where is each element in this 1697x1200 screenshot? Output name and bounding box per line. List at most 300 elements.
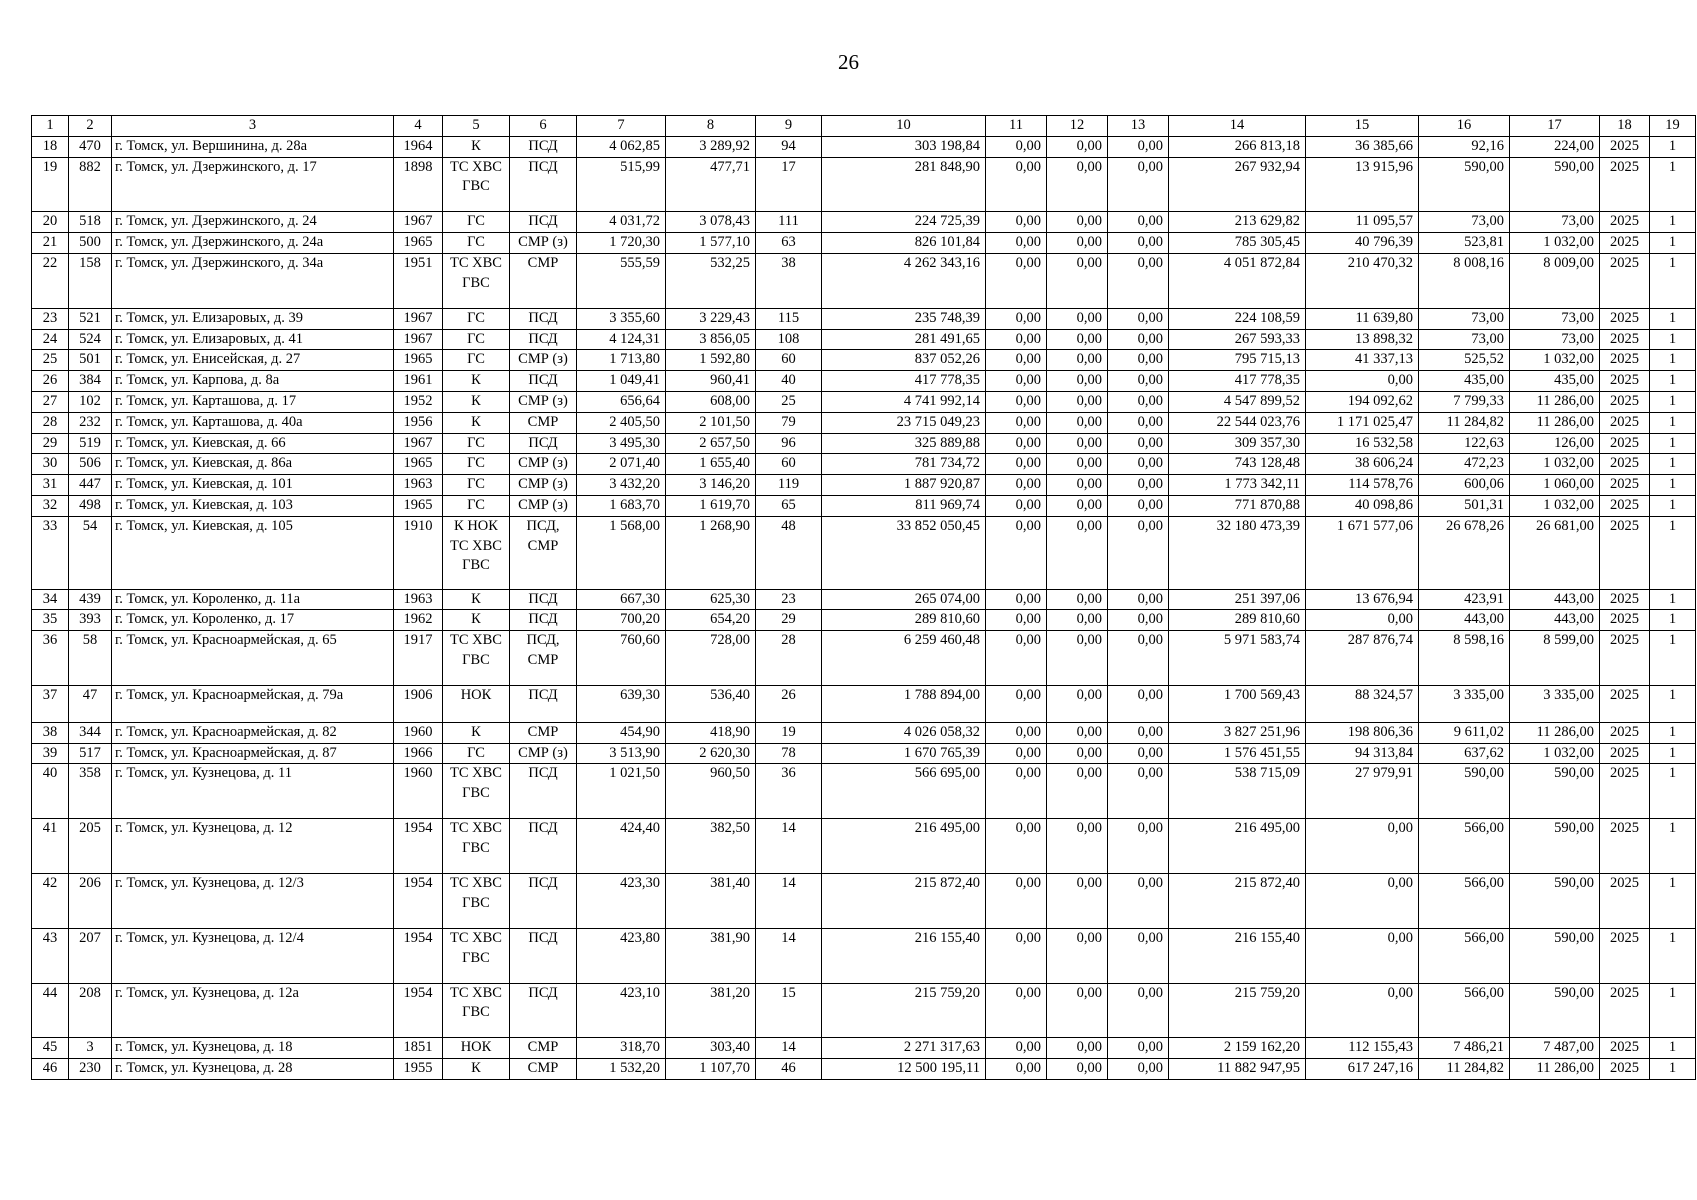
col-8-cell: 960,50 <box>666 764 756 819</box>
col-9-cell: 48 <box>756 516 822 589</box>
row-number-cell: 39 <box>32 743 69 764</box>
work-type-cell: ПСД <box>510 764 577 819</box>
work-type-cell: СМР <box>510 1038 577 1059</box>
address-cell: г. Томск, ул. Красноармейская, д. 87 <box>112 743 394 764</box>
id-cell: 506 <box>69 454 112 475</box>
col-12-cell: 0,00 <box>1047 391 1108 412</box>
column-header: 4 <box>394 116 443 137</box>
year-plan-cell: 2025 <box>1600 212 1650 233</box>
systems-cell: ТС ХВС ГВС <box>443 631 510 686</box>
col-13-cell: 0,00 <box>1108 454 1169 475</box>
col-12-cell: 0,00 <box>1047 371 1108 392</box>
col-11-cell: 0,00 <box>986 371 1047 392</box>
col-19-cell: 1 <box>1650 610 1696 631</box>
address-cell: г. Томск, ул. Короленко, д. 11а <box>112 589 394 610</box>
column-header: 3 <box>112 116 394 137</box>
col-15-cell: 1 671 577,06 <box>1306 516 1419 589</box>
col-15-cell: 36 385,66 <box>1306 136 1419 157</box>
col-16-cell: 523,81 <box>1419 233 1510 254</box>
col-15-cell: 11 095,57 <box>1306 212 1419 233</box>
col-14-cell: 1 700 569,43 <box>1169 686 1306 723</box>
systems-cell: ТС ХВС ГВС <box>443 873 510 928</box>
column-header: 15 <box>1306 116 1419 137</box>
year-cell: 1960 <box>394 722 443 743</box>
work-type-cell: ПСД <box>510 371 577 392</box>
col-15-cell: 0,00 <box>1306 610 1419 631</box>
col-13-cell: 0,00 <box>1108 433 1169 454</box>
col-10-cell: 224 725,39 <box>822 212 986 233</box>
id-cell: 519 <box>69 433 112 454</box>
column-header: 2 <box>69 116 112 137</box>
col-17-cell: 11 286,00 <box>1510 391 1600 412</box>
row-number-cell: 22 <box>32 253 69 308</box>
col-9-cell: 78 <box>756 743 822 764</box>
id-cell: 206 <box>69 873 112 928</box>
col-17-cell: 590,00 <box>1510 928 1600 983</box>
col-16-cell: 9 611,02 <box>1419 722 1510 743</box>
col-14-cell: 22 544 023,76 <box>1169 412 1306 433</box>
col-9-cell: 23 <box>756 589 822 610</box>
row-number-cell: 20 <box>32 212 69 233</box>
col-13-cell: 0,00 <box>1108 391 1169 412</box>
col-7-cell: 4 124,31 <box>577 329 666 350</box>
address-cell: г. Томск, ул. Красноармейская, д. 79а <box>112 686 394 723</box>
year-plan-cell: 2025 <box>1600 1038 1650 1059</box>
col-17-cell: 590,00 <box>1510 873 1600 928</box>
col-17-cell: 7 487,00 <box>1510 1038 1600 1059</box>
year-cell: 1962 <box>394 610 443 631</box>
col-12-cell: 0,00 <box>1047 1059 1108 1080</box>
col-7-cell: 424,40 <box>577 819 666 874</box>
col-10-cell: 1 670 765,39 <box>822 743 986 764</box>
col-8-cell: 625,30 <box>666 589 756 610</box>
systems-cell: ТС ХВС ГВС <box>443 253 510 308</box>
table-row <box>32 1059 1696 1080</box>
column-header: 1 <box>32 116 69 137</box>
year-cell: 1961 <box>394 371 443 392</box>
row-number-cell: 24 <box>32 329 69 350</box>
header-row <box>32 116 1696 137</box>
id-cell: 208 <box>69 983 112 1038</box>
col-16-cell: 7 799,33 <box>1419 391 1510 412</box>
table-row <box>32 308 1696 329</box>
col-11-cell: 0,00 <box>986 391 1047 412</box>
systems-cell: К <box>443 391 510 412</box>
table-row <box>32 1038 1696 1059</box>
table-row <box>32 873 1696 928</box>
col-17-cell: 11 286,00 <box>1510 1059 1600 1080</box>
col-13-cell: 0,00 <box>1108 873 1169 928</box>
col-19-cell: 1 <box>1650 589 1696 610</box>
col-19-cell: 1 <box>1650 308 1696 329</box>
col-12-cell: 0,00 <box>1047 212 1108 233</box>
col-14-cell: 4 051 872,84 <box>1169 253 1306 308</box>
row-number-cell: 40 <box>32 764 69 819</box>
col-15-cell: 0,00 <box>1306 873 1419 928</box>
col-12-cell: 0,00 <box>1047 631 1108 686</box>
address-cell: г. Томск, ул. Красноармейская, д. 65 <box>112 631 394 686</box>
col-11-cell: 0,00 <box>986 743 1047 764</box>
table-row <box>32 350 1696 371</box>
table-row <box>32 495 1696 516</box>
col-13-cell: 0,00 <box>1108 495 1169 516</box>
col-13-cell: 0,00 <box>1108 253 1169 308</box>
col-15-cell: 40 098,86 <box>1306 495 1419 516</box>
work-type-cell: ПСД, СМР <box>510 516 577 589</box>
col-15-cell: 1 171 025,47 <box>1306 412 1419 433</box>
col-13-cell: 0,00 <box>1108 212 1169 233</box>
year-cell: 1965 <box>394 495 443 516</box>
table-row <box>32 610 1696 631</box>
year-plan-cell: 2025 <box>1600 495 1650 516</box>
col-7-cell: 3 432,20 <box>577 475 666 496</box>
col-7-cell: 423,30 <box>577 873 666 928</box>
col-10-cell: 216 155,40 <box>822 928 986 983</box>
address-cell: г. Томск, ул. Дзержинского, д. 17 <box>112 157 394 212</box>
col-10-cell: 811 969,74 <box>822 495 986 516</box>
systems-cell: К <box>443 610 510 631</box>
col-9-cell: 36 <box>756 764 822 819</box>
col-13-cell: 0,00 <box>1108 722 1169 743</box>
col-13-cell: 0,00 <box>1108 589 1169 610</box>
col-14-cell: 251 397,06 <box>1169 589 1306 610</box>
year-plan-cell: 2025 <box>1600 350 1650 371</box>
address-cell: г. Томск, ул. Киевская, д. 105 <box>112 516 394 589</box>
row-number-cell: 26 <box>32 371 69 392</box>
table-row <box>32 589 1696 610</box>
id-cell: 470 <box>69 136 112 157</box>
col-12-cell: 0,00 <box>1047 722 1108 743</box>
col-11-cell: 0,00 <box>986 764 1047 819</box>
col-12-cell: 0,00 <box>1047 433 1108 454</box>
table-row <box>32 433 1696 454</box>
col-19-cell: 1 <box>1650 212 1696 233</box>
work-type-cell: СМР (з) <box>510 350 577 371</box>
address-cell: г. Томск, ул. Киевская, д. 101 <box>112 475 394 496</box>
col-14-cell: 5 971 583,74 <box>1169 631 1306 686</box>
col-13-cell: 0,00 <box>1108 983 1169 1038</box>
col-7-cell: 639,30 <box>577 686 666 723</box>
col-11-cell: 0,00 <box>986 1038 1047 1059</box>
address-cell: г. Томск, ул. Кузнецова, д. 28 <box>112 1059 394 1080</box>
col-11-cell: 0,00 <box>986 454 1047 475</box>
column-header: 11 <box>986 116 1047 137</box>
col-17-cell: 1 032,00 <box>1510 743 1600 764</box>
col-19-cell: 1 <box>1650 1059 1696 1080</box>
col-10-cell: 781 734,72 <box>822 454 986 475</box>
col-15-cell: 194 092,62 <box>1306 391 1419 412</box>
year-plan-cell: 2025 <box>1600 1059 1650 1080</box>
id-cell: 47 <box>69 686 112 723</box>
year-cell: 1851 <box>394 1038 443 1059</box>
table-row <box>32 686 1696 723</box>
col-12-cell: 0,00 <box>1047 743 1108 764</box>
col-10-cell: 826 101,84 <box>822 233 986 254</box>
col-19-cell: 1 <box>1650 686 1696 723</box>
column-header: 7 <box>577 116 666 137</box>
col-14-cell: 743 128,48 <box>1169 454 1306 475</box>
col-11-cell: 0,00 <box>986 212 1047 233</box>
col-16-cell: 435,00 <box>1419 371 1510 392</box>
col-13-cell: 0,00 <box>1108 329 1169 350</box>
table-row <box>32 819 1696 874</box>
col-10-cell: 265 074,00 <box>822 589 986 610</box>
col-17-cell: 11 286,00 <box>1510 412 1600 433</box>
col-10-cell: 216 495,00 <box>822 819 986 874</box>
col-8-cell: 381,40 <box>666 873 756 928</box>
col-15-cell: 287 876,74 <box>1306 631 1419 686</box>
systems-cell: ГС <box>443 433 510 454</box>
year-cell: 1954 <box>394 873 443 928</box>
col-15-cell: 88 324,57 <box>1306 686 1419 723</box>
year-cell: 1963 <box>394 589 443 610</box>
year-plan-cell: 2025 <box>1600 819 1650 874</box>
col-12-cell: 0,00 <box>1047 610 1108 631</box>
address-cell: г. Томск, ул. Киевская, д. 86а <box>112 454 394 475</box>
col-17-cell: 443,00 <box>1510 610 1600 631</box>
col-8-cell: 381,20 <box>666 983 756 1038</box>
work-type-cell: СМР <box>510 412 577 433</box>
col-7-cell: 1 021,50 <box>577 764 666 819</box>
col-14-cell: 216 495,00 <box>1169 819 1306 874</box>
row-number-cell: 44 <box>32 983 69 1038</box>
systems-cell: ТС ХВС ГВС <box>443 819 510 874</box>
col-16-cell: 566,00 <box>1419 819 1510 874</box>
col-8-cell: 477,71 <box>666 157 756 212</box>
col-12-cell: 0,00 <box>1047 516 1108 589</box>
table-row <box>32 928 1696 983</box>
col-17-cell: 126,00 <box>1510 433 1600 454</box>
column-header: 9 <box>756 116 822 137</box>
col-19-cell: 1 <box>1650 433 1696 454</box>
col-17-cell: 1 032,00 <box>1510 350 1600 371</box>
table-row <box>32 329 1696 350</box>
col-13-cell: 0,00 <box>1108 1059 1169 1080</box>
col-17-cell: 73,00 <box>1510 212 1600 233</box>
id-cell: 207 <box>69 928 112 983</box>
systems-cell: ГС <box>443 233 510 254</box>
id-cell: 358 <box>69 764 112 819</box>
systems-cell: К <box>443 136 510 157</box>
year-plan-cell: 2025 <box>1600 475 1650 496</box>
row-number-cell: 41 <box>32 819 69 874</box>
systems-cell: К <box>443 1059 510 1080</box>
col-10-cell: 33 852 050,45 <box>822 516 986 589</box>
col-11-cell: 0,00 <box>986 136 1047 157</box>
table-row <box>32 157 1696 212</box>
work-type-cell: ПСД, СМР <box>510 631 577 686</box>
systems-cell: ТС ХВС ГВС <box>443 928 510 983</box>
col-13-cell: 0,00 <box>1108 743 1169 764</box>
col-11-cell: 0,00 <box>986 722 1047 743</box>
systems-cell: ГС <box>443 495 510 516</box>
address-cell: г. Томск, ул. Карпова, д. 8а <box>112 371 394 392</box>
col-12-cell: 0,00 <box>1047 454 1108 475</box>
col-13-cell: 0,00 <box>1108 928 1169 983</box>
col-11-cell: 0,00 <box>986 350 1047 371</box>
col-7-cell: 656,64 <box>577 391 666 412</box>
year-cell: 1954 <box>394 983 443 1038</box>
col-8-cell: 532,25 <box>666 253 756 308</box>
col-19-cell: 1 <box>1650 391 1696 412</box>
col-9-cell: 119 <box>756 475 822 496</box>
year-plan-cell: 2025 <box>1600 686 1650 723</box>
address-cell: г. Томск, ул. Кузнецова, д. 12а <box>112 983 394 1038</box>
systems-cell: К <box>443 412 510 433</box>
col-10-cell: 289 810,60 <box>822 610 986 631</box>
row-number-cell: 28 <box>32 412 69 433</box>
col-15-cell: 38 606,24 <box>1306 454 1419 475</box>
col-16-cell: 525,52 <box>1419 350 1510 371</box>
col-7-cell: 454,90 <box>577 722 666 743</box>
col-16-cell: 423,91 <box>1419 589 1510 610</box>
col-14-cell: 289 810,60 <box>1169 610 1306 631</box>
year-cell: 1954 <box>394 819 443 874</box>
col-7-cell: 4 031,72 <box>577 212 666 233</box>
col-19-cell: 1 <box>1650 1038 1696 1059</box>
id-cell: 498 <box>69 495 112 516</box>
col-8-cell: 1 268,90 <box>666 516 756 589</box>
col-13-cell: 0,00 <box>1108 157 1169 212</box>
col-7-cell: 700,20 <box>577 610 666 631</box>
work-type-cell: ПСД <box>510 308 577 329</box>
col-9-cell: 25 <box>756 391 822 412</box>
year-cell: 1952 <box>394 391 443 412</box>
row-number-cell: 21 <box>32 233 69 254</box>
col-9-cell: 14 <box>756 1038 822 1059</box>
table-row <box>32 136 1696 157</box>
year-plan-cell: 2025 <box>1600 873 1650 928</box>
address-cell: г. Томск, ул. Кузнецова, д. 12/3 <box>112 873 394 928</box>
col-16-cell: 122,63 <box>1419 433 1510 454</box>
col-14-cell: 224 108,59 <box>1169 308 1306 329</box>
col-12-cell: 0,00 <box>1047 764 1108 819</box>
col-19-cell: 1 <box>1650 516 1696 589</box>
col-10-cell: 215 872,40 <box>822 873 986 928</box>
col-17-cell: 435,00 <box>1510 371 1600 392</box>
col-8-cell: 1 592,80 <box>666 350 756 371</box>
year-plan-cell: 2025 <box>1600 983 1650 1038</box>
col-9-cell: 19 <box>756 722 822 743</box>
column-header: 8 <box>666 116 756 137</box>
col-16-cell: 11 284,82 <box>1419 412 1510 433</box>
col-15-cell: 114 578,76 <box>1306 475 1419 496</box>
row-number-cell: 32 <box>32 495 69 516</box>
col-9-cell: 60 <box>756 350 822 371</box>
col-13-cell: 0,00 <box>1108 475 1169 496</box>
col-8-cell: 654,20 <box>666 610 756 631</box>
col-7-cell: 1 713,80 <box>577 350 666 371</box>
col-16-cell: 73,00 <box>1419 329 1510 350</box>
year-cell: 1954 <box>394 928 443 983</box>
year-cell: 1910 <box>394 516 443 589</box>
col-17-cell: 443,00 <box>1510 589 1600 610</box>
col-16-cell: 566,00 <box>1419 983 1510 1038</box>
col-14-cell: 1 773 342,11 <box>1169 475 1306 496</box>
col-8-cell: 536,40 <box>666 686 756 723</box>
col-14-cell: 32 180 473,39 <box>1169 516 1306 589</box>
year-plan-cell: 2025 <box>1600 764 1650 819</box>
systems-cell: ГС <box>443 475 510 496</box>
year-plan-cell: 2025 <box>1600 631 1650 686</box>
col-17-cell: 1 032,00 <box>1510 495 1600 516</box>
year-plan-cell: 2025 <box>1600 454 1650 475</box>
year-plan-cell: 2025 <box>1600 157 1650 212</box>
systems-cell: К <box>443 589 510 610</box>
year-cell: 1965 <box>394 233 443 254</box>
col-9-cell: 115 <box>756 308 822 329</box>
col-19-cell: 1 <box>1650 819 1696 874</box>
col-15-cell: 16 532,58 <box>1306 433 1419 454</box>
year-cell: 1964 <box>394 136 443 157</box>
col-17-cell: 1 060,00 <box>1510 475 1600 496</box>
row-number-cell: 42 <box>32 873 69 928</box>
row-number-cell: 18 <box>32 136 69 157</box>
col-19-cell: 1 <box>1650 329 1696 350</box>
col-11-cell: 0,00 <box>986 819 1047 874</box>
col-17-cell: 3 335,00 <box>1510 686 1600 723</box>
address-cell: г. Томск, ул. Кузнецова, д. 11 <box>112 764 394 819</box>
id-cell: 439 <box>69 589 112 610</box>
table-row <box>32 475 1696 496</box>
address-cell: г. Томск, ул. Елизаровых, д. 39 <box>112 308 394 329</box>
work-type-cell: ПСД <box>510 157 577 212</box>
col-19-cell: 1 <box>1650 253 1696 308</box>
year-plan-cell: 2025 <box>1600 589 1650 610</box>
year-cell: 1963 <box>394 475 443 496</box>
address-cell: г. Томск, ул. Короленко, д. 17 <box>112 610 394 631</box>
col-19-cell: 1 <box>1650 475 1696 496</box>
year-plan-cell: 2025 <box>1600 433 1650 454</box>
col-8-cell: 3 229,43 <box>666 308 756 329</box>
col-16-cell: 501,31 <box>1419 495 1510 516</box>
col-9-cell: 28 <box>756 631 822 686</box>
col-14-cell: 1 576 451,55 <box>1169 743 1306 764</box>
year-cell: 1898 <box>394 157 443 212</box>
col-17-cell: 8 599,00 <box>1510 631 1600 686</box>
col-11-cell: 0,00 <box>986 157 1047 212</box>
col-15-cell: 13 915,96 <box>1306 157 1419 212</box>
col-8-cell: 381,90 <box>666 928 756 983</box>
work-type-cell: ПСД <box>510 819 577 874</box>
row-number-cell: 36 <box>32 631 69 686</box>
systems-cell: К <box>443 722 510 743</box>
col-7-cell: 318,70 <box>577 1038 666 1059</box>
col-10-cell: 6 259 460,48 <box>822 631 986 686</box>
col-9-cell: 108 <box>756 329 822 350</box>
col-12-cell: 0,00 <box>1047 350 1108 371</box>
id-cell: 521 <box>69 308 112 329</box>
systems-cell: ГС <box>443 212 510 233</box>
col-12-cell: 0,00 <box>1047 589 1108 610</box>
col-11-cell: 0,00 <box>986 233 1047 254</box>
col-15-cell: 210 470,32 <box>1306 253 1419 308</box>
col-17-cell: 1 032,00 <box>1510 454 1600 475</box>
col-8-cell: 3 146,20 <box>666 475 756 496</box>
col-14-cell: 11 882 947,95 <box>1169 1059 1306 1080</box>
col-14-cell: 771 870,88 <box>1169 495 1306 516</box>
col-9-cell: 14 <box>756 873 822 928</box>
col-10-cell: 281 491,65 <box>822 329 986 350</box>
row-number-cell: 43 <box>32 928 69 983</box>
col-16-cell: 26 678,26 <box>1419 516 1510 589</box>
year-cell: 1967 <box>394 329 443 350</box>
col-12-cell: 0,00 <box>1047 873 1108 928</box>
row-number-cell: 23 <box>32 308 69 329</box>
address-cell: г. Томск, ул. Киевская, д. 66 <box>112 433 394 454</box>
work-type-cell: ПСД <box>510 212 577 233</box>
col-12-cell: 0,00 <box>1047 983 1108 1038</box>
